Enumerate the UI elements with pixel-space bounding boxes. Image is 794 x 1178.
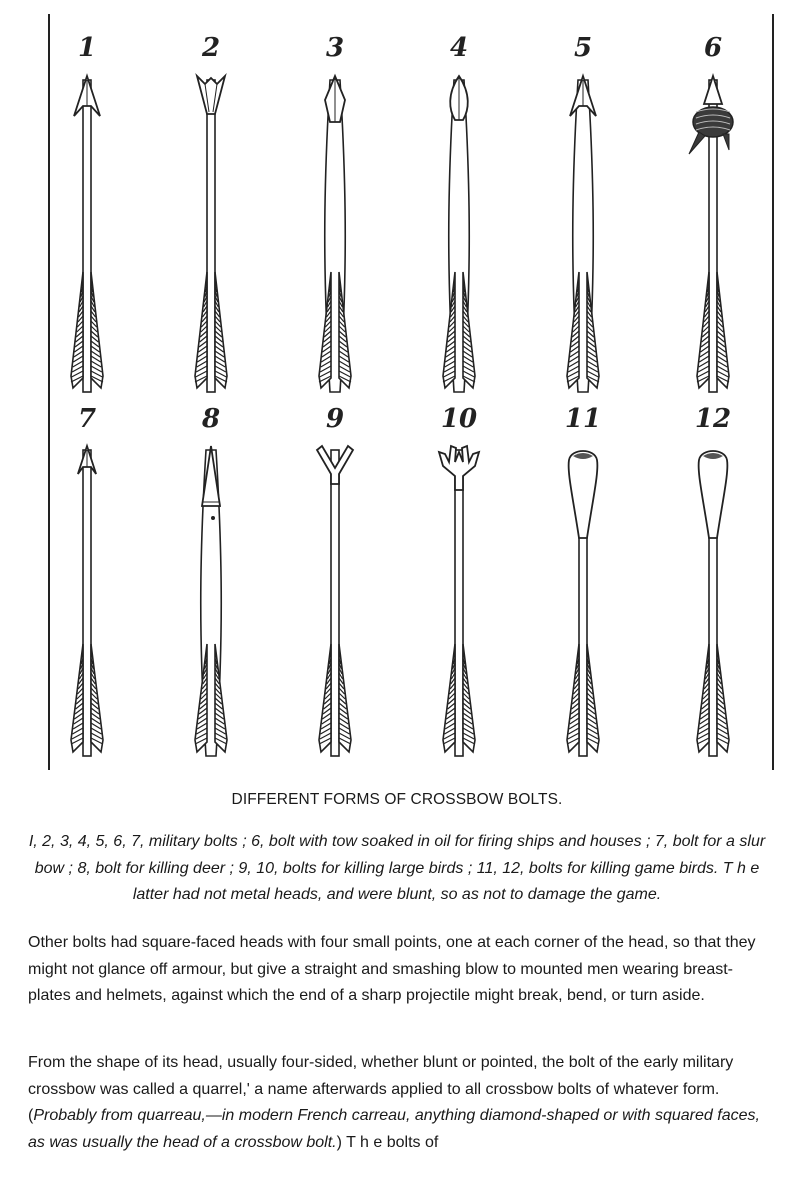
blunt-head: [569, 451, 598, 538]
bolt-shaft: [83, 80, 91, 392]
bolt-label-8: 8: [201, 404, 221, 434]
bolt-label-1: 1: [77, 33, 97, 63]
tow-tail: [723, 134, 729, 150]
bolt-label-7: 7: [77, 404, 97, 434]
bolt-shaft: [331, 450, 339, 756]
body-paragraph: Other bolts had square-faced heads with four small points, one at each corner of the head, so that they might not glance off armour, but give a straight and smashing blow to mounted men wearing breast-plates and helmets, against which the end of a sharp projectile might break, bend, or turn aside.: [28, 934, 756, 1004]
paragraph-text: ) T h e bolts of: [336, 1133, 439, 1151]
arrowhead: [197, 76, 225, 114]
paragraph-text: From the shape of its head, usually four-sided, whether blunt or pointed, the bolt of the early military crossbow was called a quarrel,' a name afterwards applied to all crossbow bolts of whatever form. (: [28, 1054, 734, 1124]
blunt-head: [699, 451, 728, 538]
bolt-shaft: [207, 80, 215, 392]
bolt-label-12: 12: [694, 404, 732, 434]
arrowhead: [704, 76, 722, 104]
bolt-shaft: [455, 450, 463, 756]
bolt-label-9: 9: [325, 404, 345, 434]
fletching-left: [71, 272, 83, 388]
fletching-left: [195, 272, 207, 388]
body-paragraph: [28, 1050, 774, 1156]
figure-caption-body: I, 2, 3, 4, 5, 6, 7, military bolts ; 6, bolt with tow soaked in oil for firing ships and houses ; 7, bolt for a slur bow ; 8, bolt for killing deer ; 9, 10, bolts for killing large birds ; 11, 12, bolts for killing game birds. T h e latter had not metal heads, and were blunt, so as not to damage the game.: [28, 833, 766, 903]
crossbow-bolts-illustration: [48, 14, 774, 770]
bolt-label-6: 6: [703, 33, 723, 63]
bolt-label-5: 5: [573, 33, 593, 63]
bolt-label-3: 3: [325, 33, 345, 63]
fletching-right: [215, 272, 227, 388]
fletching-right: [717, 272, 729, 388]
fletching-right: [91, 272, 103, 388]
bolt-label-4: 4: [449, 33, 469, 63]
bolt-shaft: [83, 450, 91, 756]
bolt-label-2: 2: [201, 33, 221, 63]
fletching-left: [697, 272, 709, 388]
tow-tail: [689, 132, 705, 154]
paragraph-italic-note: Probably from quarreau,—in modern French carreau, anything diamond-shaped or with squared faces, as was usually the head of a crossbow bolt.: [28, 1107, 760, 1151]
bolt-label-10: 10: [440, 404, 478, 434]
rivet: [211, 516, 215, 520]
arrowhead: [439, 446, 479, 490]
bolts-drawing: [50, 14, 772, 770]
figure-caption-title: DIFFERENT FORMS OF CROSSBOW BOLTS.: [231, 791, 563, 808]
bolt-label-11: 11: [564, 404, 602, 434]
